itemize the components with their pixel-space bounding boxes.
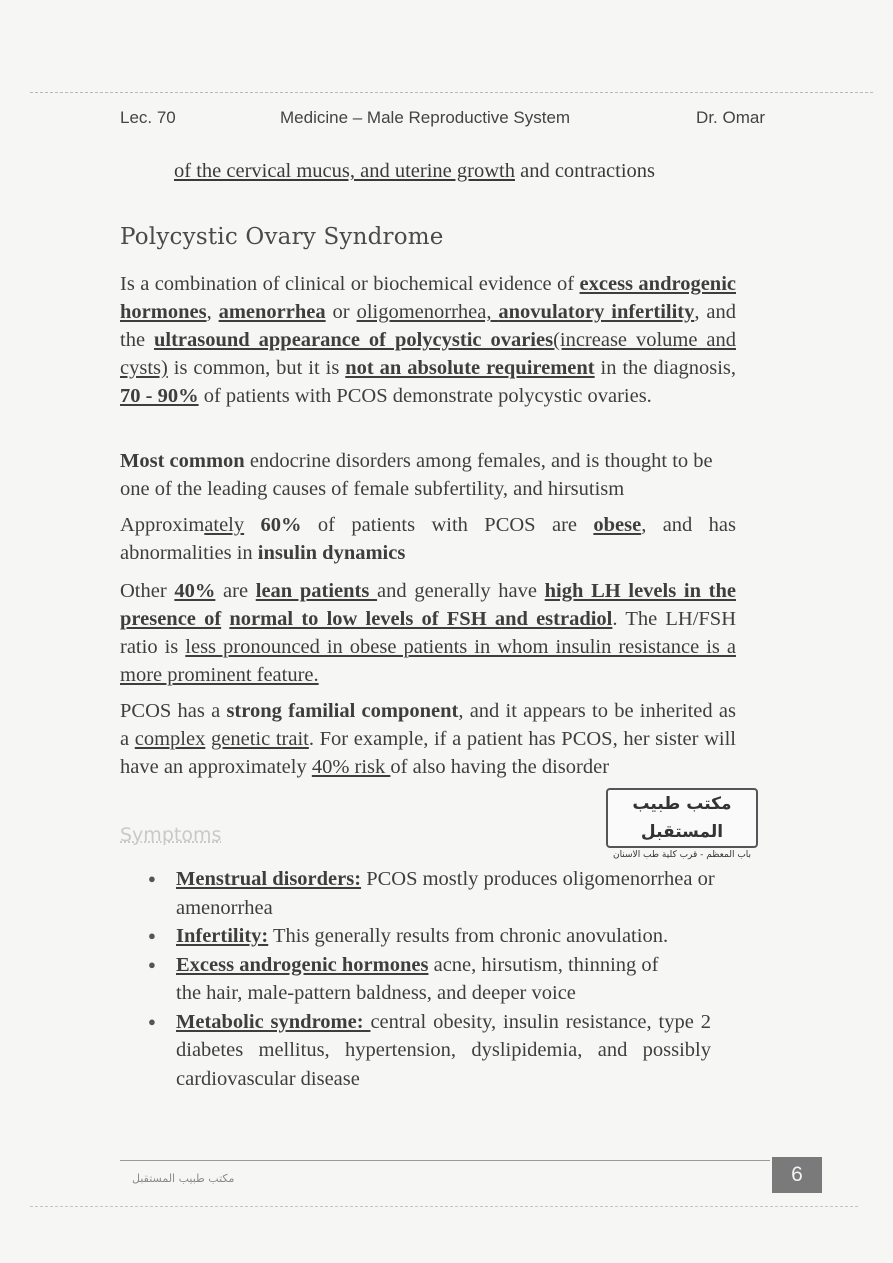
p5-text: PCOS has a: [120, 700, 227, 722]
p1-underlined: (increase volume and cysts): [120, 329, 737, 379]
p1-text: , and the: [120, 301, 736, 351]
continuation-underlined: of the cervical mucus, and uterine growth: [174, 160, 515, 182]
p5-underlined: 40% risk: [311, 756, 391, 778]
paragraph-definition: [120, 270, 736, 410]
symptom-title: Menstrual disorders:: [176, 868, 362, 890]
p3-text: [244, 514, 260, 536]
p1-text: in the diagnosis,: [594, 357, 736, 379]
paragraph-familial: [120, 697, 736, 781]
p1-underlined: oligomenorrhea,: [356, 301, 499, 323]
symptoms-heading: Symptoms: [120, 824, 222, 846]
scan-edge-bottom: [30, 1206, 858, 1207]
p3-bold: insulin dynamics: [257, 542, 406, 564]
paragraph-lean: [120, 577, 736, 689]
footer-rule: [120, 1160, 770, 1161]
p5-underlined: complex: [134, 728, 206, 750]
list-item: [148, 1008, 711, 1094]
subject-title: Medicine – Male Reproductive System: [280, 108, 571, 127]
p5-text: . For example, if a patient has PCOS, her sister will have an approximately: [120, 728, 736, 778]
stamp-address: باب المعظم - قرب كلية طب الاسنان: [608, 846, 756, 863]
page-header: [120, 108, 765, 132]
lecture-number: Lec. 70: [120, 108, 176, 127]
p4-bold: lean patients: [255, 580, 378, 602]
library-stamp: [606, 788, 758, 860]
p1-bold: not an absolute requirement: [345, 357, 595, 379]
p5-bold: strong familial component: [226, 700, 459, 722]
list-item: [148, 951, 686, 1008]
author-name: Dr. Omar: [696, 108, 765, 127]
symptom-title: Metabolic syndrome:: [176, 1010, 371, 1033]
p2-bold: Most common: [120, 450, 245, 472]
p4-text: Other: [120, 580, 175, 602]
p4-text: . The LH/FSH ratio is: [120, 608, 736, 658]
p4-text: are: [215, 580, 256, 602]
p3-text: of patients with PCOS are: [301, 514, 594, 536]
symptom-title: Infertility:: [176, 925, 269, 947]
p5-underlined: genetic trait: [211, 728, 309, 750]
bullet-icon: ●: [148, 1013, 156, 1029]
page-number: 6: [772, 1157, 822, 1193]
bullet-icon: ●: [148, 928, 156, 943]
footer-label: مكتب طبيب المستقبل: [132, 1172, 235, 1185]
p1-text: Is a combination of clinical or biochemical evidence of: [120, 273, 580, 295]
symptom-text: acne, hirsutism, thinning of the hair, male-pattern baldness, and deeper voice: [176, 953, 659, 1004]
continuation-rest: and contractions: [514, 160, 656, 182]
p4-text: and generally have: [377, 580, 545, 602]
section-title: Polycystic Ovary Syndrome: [120, 224, 444, 250]
bullet-icon: ●: [148, 956, 156, 972]
p1-bold: amenorrhea: [218, 301, 326, 323]
p5-text: of also having the disorder: [390, 756, 610, 778]
p3-bold: obese: [593, 514, 642, 536]
p1-text: is common, but it is: [167, 357, 346, 379]
symptom-text: PCOS mostly produces oligomenorrhea or amenorrhea: [176, 868, 715, 919]
scan-edge-top: [30, 92, 873, 93]
p1-bold: 70 - 90%: [120, 385, 199, 407]
p1-bold: anovulatory infertility: [498, 301, 695, 323]
paragraph-most-common: [120, 447, 736, 503]
p1-bold: excess androgenic hormones: [120, 273, 737, 323]
p4-bold: normal to low levels of FSH and estradiol: [229, 608, 613, 630]
p5-text: , and it appears to be inherited as a: [120, 700, 736, 750]
p1-bold: ultrasound appearance of polycystic ovaries: [154, 329, 554, 351]
list-item: [148, 922, 768, 951]
p4-underlined: less pronounced in obese patients in whom insulin resistance is a more prominent feature.: [120, 636, 736, 686]
p3-bold: 60%: [260, 514, 302, 536]
symptom-text: This generally results from chronic anovulation.: [268, 925, 669, 947]
p1-text: or: [325, 301, 357, 323]
symptoms-list: [148, 865, 768, 1093]
p4-bold: 40%: [174, 580, 216, 602]
p4-bold: high LH levels in the presence of: [120, 580, 736, 630]
stamp-title: مكتب طبيب المستقبل: [632, 794, 732, 842]
p1-text: of patients with PCOS demonstrate polycystic ovaries.: [198, 385, 652, 407]
symptom-title: Excess androgenic hormones: [176, 953, 429, 976]
p1-text: ,: [206, 301, 219, 323]
paragraph-obese: [120, 511, 736, 567]
p2-text: endocrine disorders among females, and is thought to be one of the leading causes of female subfertility, and hirsutism: [120, 450, 713, 500]
continuation-line: [174, 160, 655, 183]
list-item: [148, 865, 768, 922]
p3-text: , and has abnormalities in: [120, 514, 737, 564]
p3-text: Approxim: [120, 514, 205, 536]
symptom-text: central obesity, insulin resistance, type 2 diabetes mellitus, hypertension, dyslipidemia, and possibly cardiovascular disease: [176, 1010, 711, 1090]
p3-underlined: ately: [204, 514, 245, 536]
bullet-icon: ●: [148, 871, 156, 886]
